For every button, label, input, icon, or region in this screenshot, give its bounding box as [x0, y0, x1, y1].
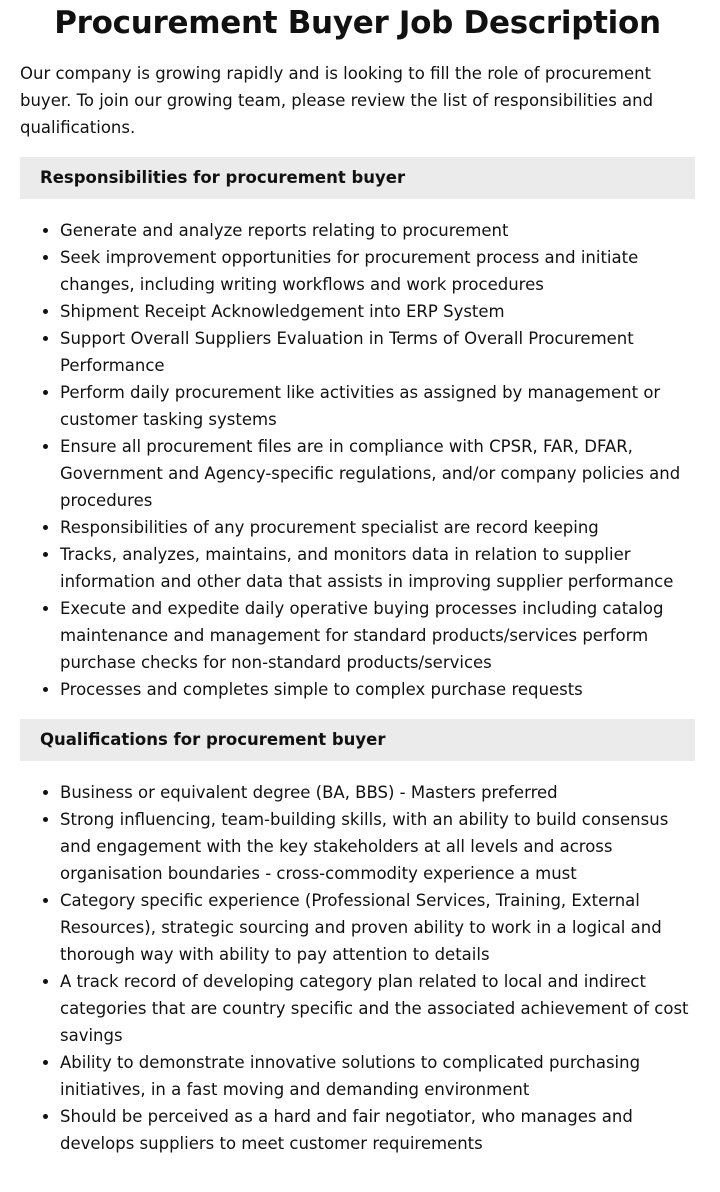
list-item: • Responsibilities of any procurement specialist are record keeping — [60, 514, 695, 541]
list-item: • Business or equivalent degree (BA, BBS) - Masters preferred — [60, 779, 695, 806]
list-item: • Tracks, analyzes, maintains, and monitors data in relation to supplier information and other data that assists in improving supplier performance — [60, 541, 695, 595]
list-item: • Strong influencing, team-building skills, with an ability to build consensus and engagement with the key stakeholders at all levels and across organisation boundaries - cross-commodity experience a must — [60, 806, 695, 887]
page-title: Procurement Buyer Job Description — [54, 5, 661, 41]
list-item: • Shipment Receipt Acknowledgement into ERP System — [60, 298, 695, 325]
list-item: • Ability to demonstrate innovative solutions to complicated purchasing initiatives, in a fast moving and demanding environment — [60, 1049, 695, 1103]
qualifications-heading: Qualifications for procurement buyer — [20, 719, 695, 761]
list-item: • Processes and completes simple to complex purchase requests — [60, 676, 695, 703]
list-item: • Perform daily procurement like activities as assigned by management or customer tasking systems — [60, 379, 695, 433]
list-item: • Generate and analyze reports relating to procurement — [60, 217, 695, 244]
list-item: • Should be perceived as a hard and fair negotiator, who manages and develops suppliers to meet customer requirements — [60, 1103, 695, 1157]
list-item: • Seek improvement opportunities for procurement process and initiate changes, including writing workflows and work procedures — [60, 244, 695, 298]
qualifications-list — [20, 779, 695, 1157]
list-item: • A track record of developing category plan related to local and indirect categories that are country specific and the associated achievement of cost savings — [60, 968, 695, 1049]
list-item: • Category specific experience (Professional Services, Training, External Resources), strategic sourcing and proven ability to work in a logical and thorough way with ability to pay attention to details — [60, 887, 695, 968]
responsibilities-heading: Responsibilities for procurement buyer — [20, 157, 695, 199]
list-item: • Execute and expedite daily operative buying processes including catalog maintenance and management for standard products/services perform purchase checks for non-standard products/services — [60, 595, 695, 676]
responsibilities-list — [20, 217, 695, 703]
list-item: • Ensure all procurement files are in compliance with CPSR, FAR, DFAR, Government and Agency-specific regulations, and/or company policies and procedures — [60, 433, 695, 514]
intro-paragraph: Our company is growing rapidly and is looking to fill the role of procurement buyer. To join our growing team, please review the list of responsibilities and qualifications. — [20, 64, 654, 137]
list-item: • Support Overall Suppliers Evaluation in Terms of Overall Procurement Performance — [60, 325, 695, 379]
